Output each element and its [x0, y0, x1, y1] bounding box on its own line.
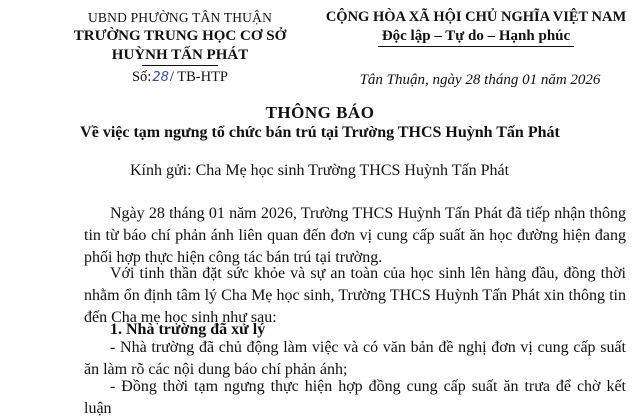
recipient-greeting: Kính gửi: Cha Mẹ học sinh Trường THCS Huỳnh Tấn Phát	[130, 162, 510, 179]
nation-name: CỘNG HÒA XÃ HỘI CHỦ NGHĨA VIỆT NAM	[325, 9, 627, 25]
bullet-1: - Nhà trường đã chủ động làm việc và có văn bản đề nghị đơn vị cung cấp suất ăn làm rõ các nội dung báo chí phản ánh;	[84, 339, 626, 378]
school-name-line2: HUỲNH TẤN PHÁT	[111, 47, 249, 63]
paragraph-2: Với tinh thần đặt sức khỏe và sự an toàn của học sinh lên hàng đầu, đồng thời nhằm ổn định tâm lý Cha Mẹ học sinh, Trường THCS Huỳnh Tấn Phát xin thông tin đến Cha mẹ học sinh như sau:	[84, 265, 626, 326]
paragraph-1: Ngày 28 tháng 01 năm 2026, Trường THCS Huỳnh Tấn Phát đã tiếp nhận thông tin từ báo chí phản ánh liên quan đến đơn vị cung cấp suất ăn học đường hiện đang phối hợp thực hiện công tác bán trú tại trường.	[84, 205, 626, 266]
document-number-prefix: Số:	[131, 69, 152, 85]
issuer-header	[60, 8, 300, 87]
document-date: Tân Thuận, ngày 28 tháng 01 năm 2026	[359, 72, 601, 88]
section-1-heading: 1. Nhà trường đã xử lý	[110, 321, 266, 338]
document-number	[60, 68, 300, 87]
notice-subtitle: Về việc tạm ngưng tổ chức bán trú tại Trường THCS Huỳnh Tấn Phát	[80, 124, 560, 141]
document-number-handwritten: 28	[152, 70, 169, 85]
national-header	[318, 8, 634, 47]
school-name-line1: TRƯỜNG TRUNG HỌC CƠ SỞ	[73, 28, 287, 44]
document-number-suffix: / TB-HTP	[169, 69, 229, 85]
national-motto: Độc lập – Tự do – Hạnh phúc	[381, 28, 571, 44]
issuer-authority: UBND PHƯỜNG TÂN THUẬN	[87, 10, 273, 25]
motto-underline	[378, 46, 574, 47]
notice-title: THÔNG BÁO	[265, 103, 375, 122]
issuer-underline	[142, 65, 218, 66]
bullet-2: - Đồng thời tạm ngưng thực hiện hợp đồng cung cấp suất ăn trưa để chờ kết luận	[84, 378, 626, 417]
